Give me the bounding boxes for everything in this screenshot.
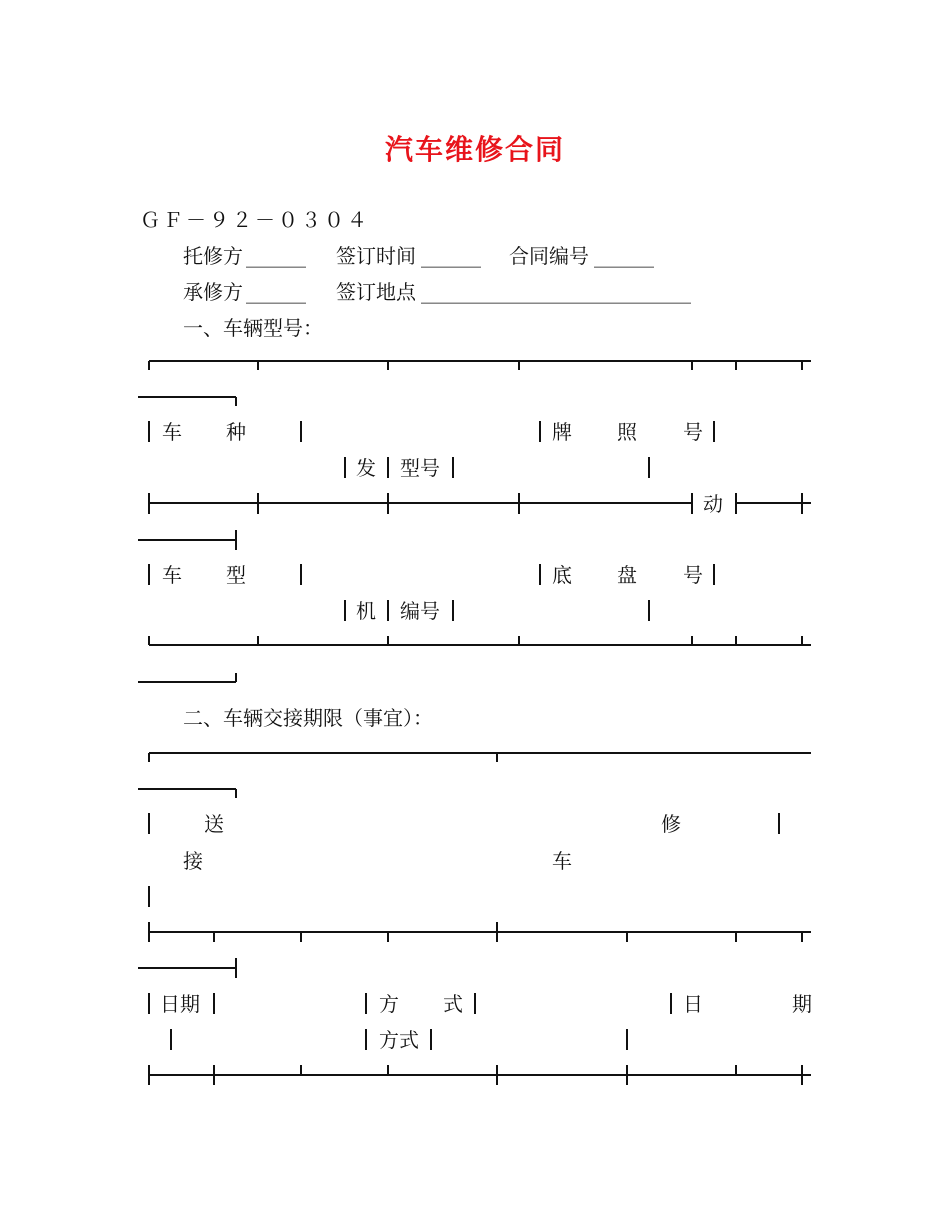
contract-no-blank[interactable]: ______ (594, 244, 654, 268)
t2-xiu: 修 (661, 812, 681, 836)
t1-xing: 型 (226, 563, 246, 587)
t2-song: 送 (204, 812, 224, 836)
repairer-label: 承修方 (183, 280, 243, 304)
t1-pan: 盘 (617, 563, 637, 587)
sign-time-blank[interactable]: ______ (421, 244, 481, 268)
page-title: 汽车维修合同 (384, 133, 565, 166)
repairer-blank[interactable]: ______ (246, 280, 306, 304)
t1-fa: 发 (356, 456, 376, 480)
sign-time-label: 签订时间 (336, 244, 416, 268)
t1-di: 底 (552, 563, 572, 587)
t2-fang: 方 (379, 992, 399, 1016)
section-one-title: 一、车辆型号： (183, 316, 323, 340)
t1-ji: 机 (356, 599, 376, 623)
t2-che: 车 (552, 849, 572, 873)
t2-jie: 接 (183, 849, 203, 873)
form-code: ＧＦ－９２－０３０４ (140, 208, 370, 232)
t2-shi: 式 (443, 992, 463, 1016)
t1-pai: 牌 (552, 420, 572, 444)
t2-ri: 日 (683, 992, 703, 1016)
t2-fangshi: 方式 (379, 1028, 419, 1052)
section-two-title: 二、车辆交接期限（事宜）： (183, 706, 433, 730)
client-label: 托修方 (183, 244, 243, 268)
t1-che2: 车 (162, 563, 182, 587)
t2-riqi: 日期 (160, 992, 200, 1016)
contract-no-label: 合同编号 (509, 244, 589, 268)
t1-xinghao: 型号 (400, 456, 440, 480)
t1-bianhao: 编号 (400, 599, 440, 623)
client-blank[interactable]: ______ (246, 244, 306, 268)
t1-hao: 号 (683, 420, 703, 444)
t1-zhong: 种 (226, 420, 246, 444)
sign-place-blank[interactable]: ___________________________ (421, 280, 691, 304)
t1-che: 车 (162, 420, 182, 444)
t1-hao2: 号 (683, 563, 703, 587)
t2-qi: 期 (792, 992, 812, 1016)
t1-dong: 动 (703, 492, 723, 516)
t1-zhao: 照 (617, 420, 637, 444)
sign-place-label: 签订地点 (336, 280, 416, 304)
